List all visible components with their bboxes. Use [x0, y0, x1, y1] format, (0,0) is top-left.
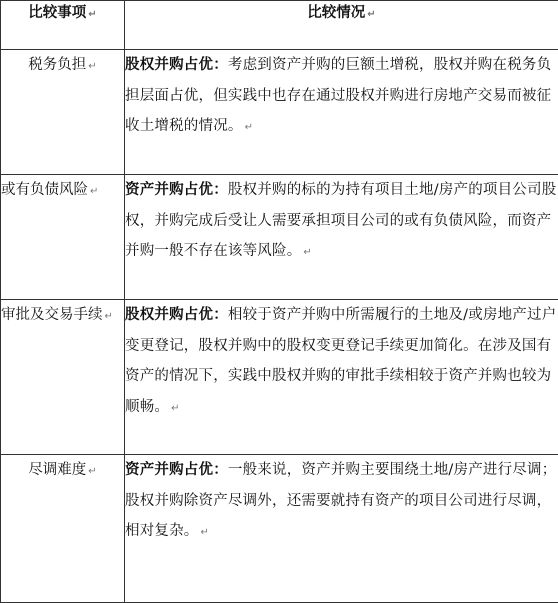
return-mark-icon: ↵ [88, 9, 96, 20]
table-row [1, 455, 558, 603]
item-cell [1, 50, 125, 175]
return-mark-icon: ↵ [171, 403, 180, 414]
return-mark-icon: ↵ [88, 466, 96, 477]
return-mark-icon: ↵ [88, 61, 96, 72]
item-cell [1, 175, 125, 300]
advantage-label: 股权并购占优： [125, 57, 228, 73]
return-mark-icon: ↵ [245, 122, 254, 133]
header-comparison-label: 比较情况 [307, 5, 365, 21]
item-label: 税务负担 [28, 57, 86, 73]
description-cell [125, 50, 558, 175]
item-cell [1, 455, 125, 603]
table-row [1, 50, 558, 175]
header-cell-comparison [125, 1, 558, 50]
description-text: 股权并购的标的为持有项目土地/房产的项目公司股权，并购完成后受让人需要承担项目公司的或有负债风险，而资产并购一般不存在该等风险。 [125, 182, 556, 259]
advantage-label: 股权并购占优： [125, 307, 228, 323]
return-mark-icon: ↵ [105, 311, 113, 322]
item-label: 尽调难度 [28, 462, 86, 478]
item-cell [1, 300, 125, 455]
advantage-label: 资产并购占优： [125, 462, 228, 478]
description-text: 相较于资产并购中所需履行的土地及/或房地产过户变更登记，股权并购中的股权变更登记手续更加简化。在涉及国有资产的情况下，实践中股权并购的审批手续相较于资产并购也较为顺畅。 [125, 307, 556, 415]
description-text: 考虑到资产并购的巨额土增税，股权并购在税务负担层面占优，但实践中也存在通过股权并购进行房地产交易而被征收土增税的情况。 [125, 57, 551, 134]
header-row [1, 1, 558, 50]
table-row [1, 300, 558, 455]
description-cell [125, 175, 558, 300]
table-row [1, 175, 558, 300]
description-cell [125, 300, 558, 455]
item-label: 或有负债风险 [1, 182, 88, 198]
item-label: 审批及交易手续 [1, 307, 103, 323]
description-cell [125, 455, 558, 603]
header-item-label: 比较事项 [28, 5, 86, 21]
header-cell-item [1, 1, 125, 50]
return-mark-icon: ↵ [90, 186, 98, 197]
return-mark-icon: ↵ [303, 247, 312, 258]
return-mark-icon: ↵ [201, 527, 210, 538]
description-text: 一般来说，资产并购主要围绕土地/房产进行尽调；股权并购除资产尽调外，还需要就持有资产的项目公司进行尽调，相对复杂。 [125, 462, 556, 539]
return-mark-icon: ↵ [367, 9, 375, 20]
advantage-label: 资产并购占优： [125, 182, 228, 198]
